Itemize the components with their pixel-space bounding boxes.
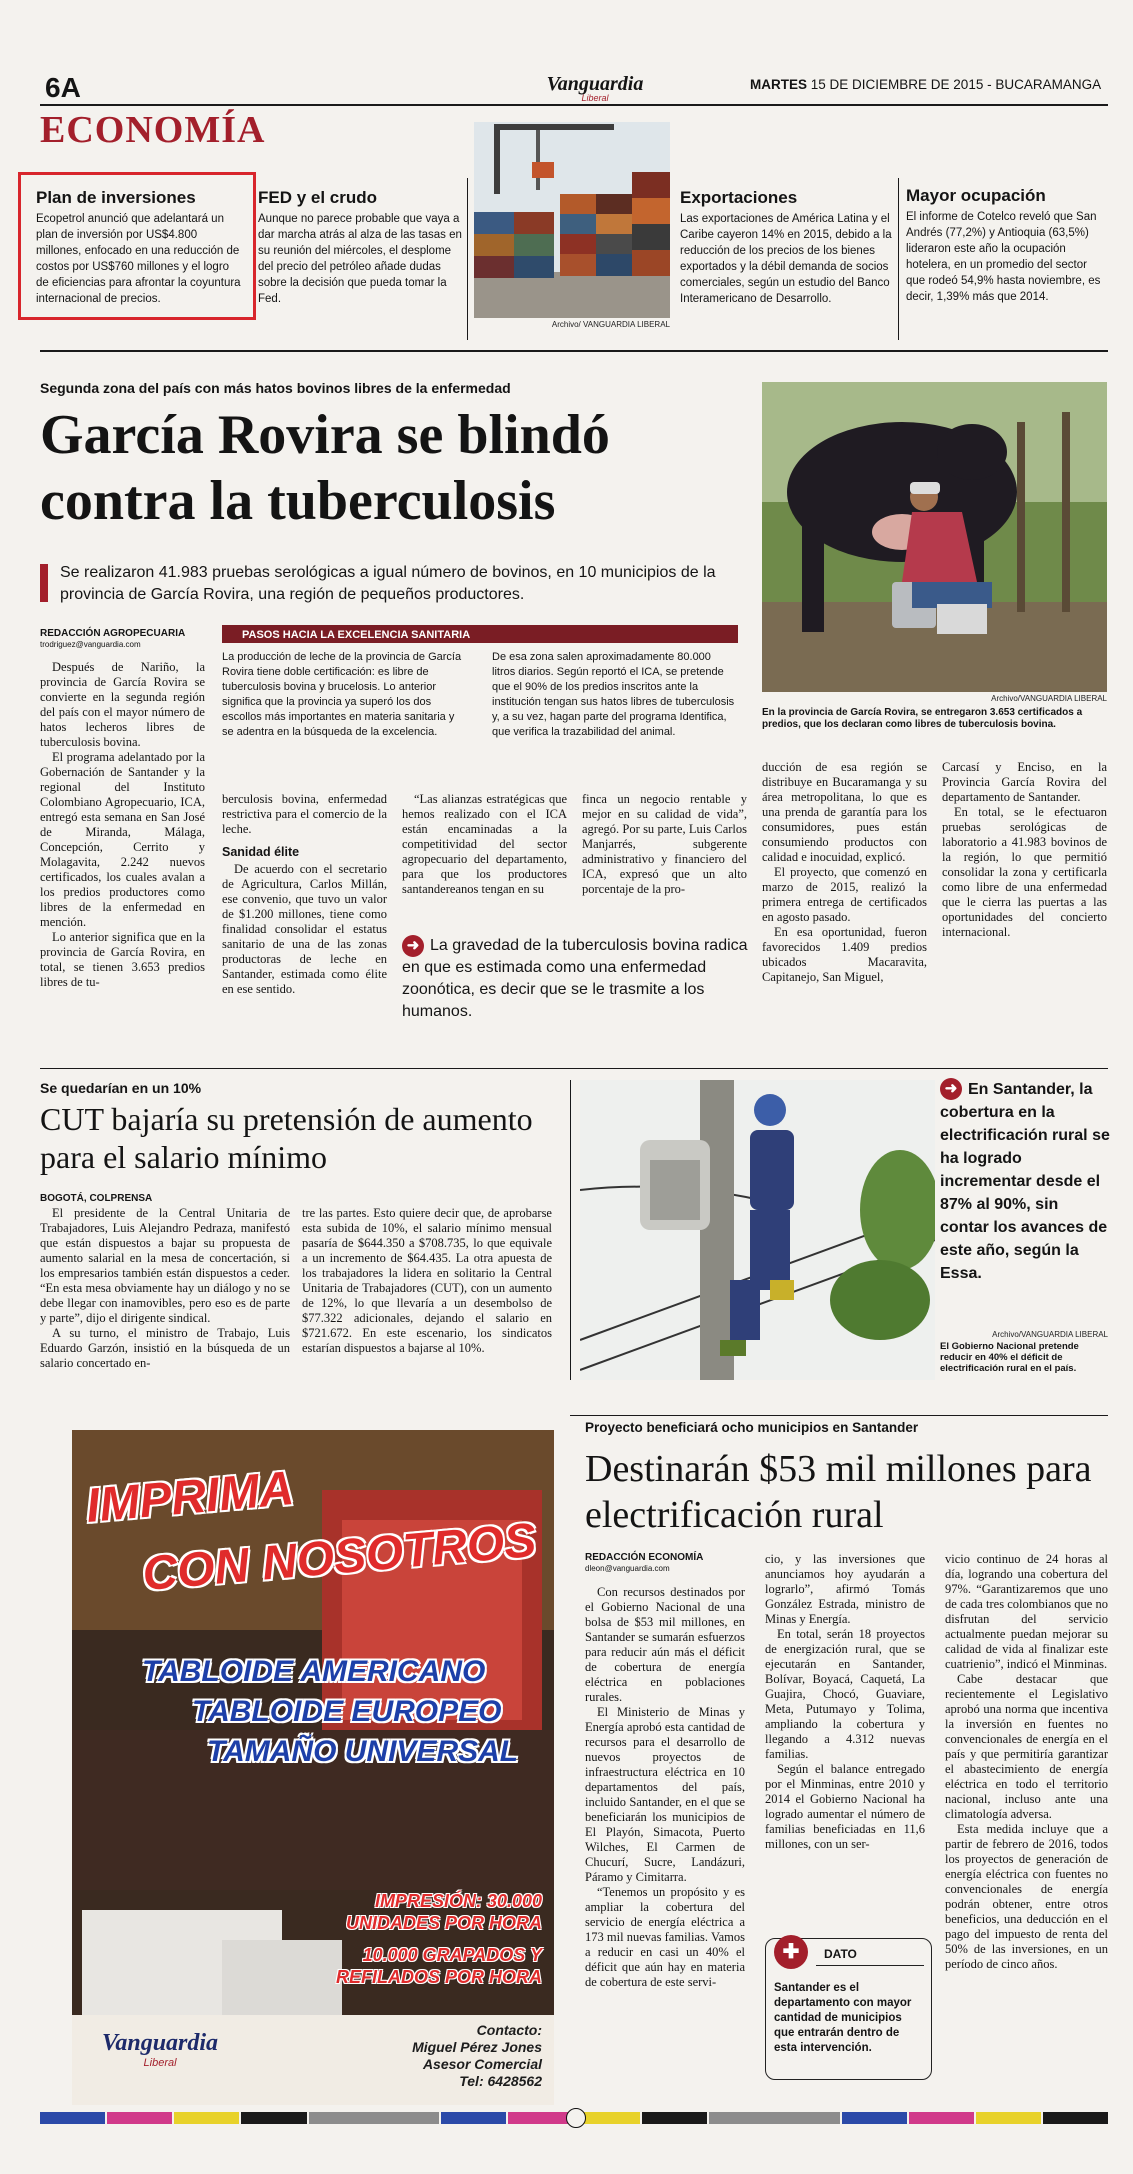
color-swatch [842, 2112, 907, 2124]
story1-sidebar-title: PASOS HACIA LA EXCELENCIA SANITARIA [242, 629, 471, 641]
arrow-right-icon: ➜ [402, 935, 424, 957]
ad-contact-name: Miguel Pérez Jones [412, 2039, 542, 2055]
dato-rule [816, 1965, 924, 1966]
brief-divider [898, 178, 899, 340]
story1-pull-quote [402, 935, 752, 1023]
story1-kicker: Segunda zona del país con más hatos bovinos libres de la enfermedad [40, 380, 511, 396]
story1-column-6 [942, 760, 1107, 940]
story1-column-5 [762, 760, 927, 985]
ad-contact-role: Asesor Comercial [422, 2056, 542, 2072]
color-swatch [441, 2112, 506, 2124]
print-ad [72, 1430, 554, 2105]
header-rule [40, 104, 1108, 106]
story2-paragraph: A su turno, el ministro de Trabajo, Luis Eduardo Garzón, insistió en la búsqueda de un salario concertado en- [40, 1326, 290, 1370]
story3-headline: Destinarán $53 mil millones para electrificación rural [585, 1448, 1092, 1536]
color-swatch [107, 2112, 172, 2124]
containers-photo-art [474, 122, 670, 318]
story1-paragraph: finca un negocio rentable y mejor en su calidad de vida”, agregó. Por su parte, Luis Carlos Manjarrés, subgerente administrativo y financiero del ICA, expresó que un alto porcentaje de la pro- [582, 792, 747, 896]
story1-paragraph: “Las alianzas estratégicas que hemos realizado con el ICA están encaminadas a la competitividad del sector agropecuario del departamento, para que los productores santandereanos tengan en su [402, 792, 567, 896]
color-swatch [1043, 2112, 1108, 2124]
registration-mark-icon [566, 2108, 586, 2128]
story2-bottom-rule [570, 1415, 1108, 1416]
story1-paragraph: El proyecto, que comenzó en marzo de 2015, realizó la primera entrega de certificados en agosto pasado. [762, 865, 927, 924]
color-swatch [976, 2112, 1041, 2124]
issue-date-day: MARTES [750, 77, 807, 92]
masthead-logo-text: Vanguardia [546, 73, 644, 95]
story1-paragraph: Lo anterior significa que en la provincia de García Rovira, en total, se tienen 3.653 predios libres de tu- [40, 930, 205, 989]
dato-icon: ✚ [774, 1935, 808, 1969]
page-number: 6A [45, 72, 81, 103]
story1-subhead: Sanidad élite [222, 845, 300, 859]
story3-kicker: Proyecto beneficiará ocho municipios en Santander [585, 1420, 919, 1435]
story3-byline-name: REDACCIÓN ECONOMÍA [585, 1552, 704, 1563]
story1-column-1 [40, 660, 205, 990]
story3-paragraph: En total, serán 18 proyectos de energización rural, que se ejecutarán en Santander, Bolívar, Boyacá, Caquetá, La Guajira, Chocó, Guaviare, Meta, Putumayo y Tolima, ampliando la cobertura y llegando a 4.312 nuevas familias. [765, 1627, 925, 1761]
brief-text: Aunque no parece probable que vaya a dar marcha atrás al alza de las tasas en su reunión del miércoles, el desplome del precio del petróleo añade dudas sobre la decisión que pueda tomar la Fed. [258, 213, 462, 305]
story3-column-2 [765, 1552, 925, 1852]
masthead-logo-sub: Liberal [581, 93, 609, 103]
story3-paragraph: “Tenemos un propósito y es ampliar la cobertura del servicio de energía eléctrica a 173 mil nuevas familias. Vamos a reducir en casi un 40% el déficit que aún hay en materia de cobertura de este servi- [585, 1885, 745, 1989]
color-swatch [642, 2112, 707, 2124]
story3-paragraph: Cabe destacar que recientemente el Legislativo aprobó una norma que incentiva la inversión en fuentes no convencionales de energía en el país y que permitiría garantizar el abastecimiento de energía eléctrica en todo el territorio nacional, incluso ante una climatología adversa. [945, 1672, 1108, 1821]
color-swatch [309, 2112, 439, 2124]
story2-kicker: Se quedarían en un 10% [40, 1080, 202, 1096]
ad-format-1: TABLOIDE AMERICANO [142, 1655, 486, 1688]
story2-pull-quote [940, 1078, 1110, 1285]
masthead-logo [540, 74, 650, 103]
ad-logo-text: Vanguardia [102, 2030, 219, 2056]
story2-column-2 [302, 1206, 552, 1356]
containers-photo-credit: Archivo/ VANGUARDIA LIBERAL [551, 320, 670, 329]
brief-exportaciones [680, 188, 892, 307]
story1-column-2 [222, 792, 387, 997]
story1-paragraph: berculosis bovina, enfermedad restrictiva para el comercio de la leche. [222, 792, 387, 836]
story1-sidebar-col2: De esa zona salen aproximadamente 80.000 litros diarios. Según reportó el ICA, se pretende que el 90% de los predios inscritos ante la institución tengan sus hatos libres de tuberculosis y, a su vez, hagan parte del programa Identifica, que verifica la trazabilidad del animal. [492, 651, 735, 738]
story1-byline [40, 628, 210, 650]
story1-paragraph: Carcasí y Enciso, en la Provincia García Rovira del departamento de Santander. [942, 760, 1107, 804]
milking-photo-caption: En la provincia de García Rovira, se entregaron 3.653 certificados a predios, que los declaran como libres de tuberculosis bovina. [762, 707, 1083, 730]
story1-headline: García Rovira se blindó contra la tuberculosis [40, 404, 610, 532]
color-swatch [241, 2112, 306, 2124]
ad-capacity-line: UNIDADES POR HORA [345, 1913, 542, 1933]
milking-photo-art [762, 382, 1107, 692]
ad-headline-1: IMPRIMA [84, 1462, 296, 1533]
story3-byline [585, 1552, 703, 1574]
story1-paragraph: De acuerdo con el secretario de Agricultura, Carlos Millán, ese convenio, que tuvo un valor de $1.200 millones, tiene como finalidad consolidar el estatus sanitario de una de las zonas productoras de leche en Santander, estimada como élite en ese sentido. [222, 862, 387, 996]
story3-paragraph: Según el balance entregado por el Minminas, entre 2010 y 2014 el Gobierno Nacional ha logrado aumentar el número de familias beneficiadas en 11,6 millones, con un ser- [765, 1762, 925, 1851]
ad-contact-label: Contacto: [476, 2022, 542, 2038]
color-swatch [174, 2112, 239, 2124]
story2-divider [570, 1080, 571, 1380]
color-swatch [709, 2112, 839, 2124]
issue-date-rest: 15 DE DICIEMBRE DE 2015 - BUCARAMANGA [810, 77, 1102, 92]
story1-paragraph: Después de Nariño, la provincia de García Rovira se convierte en la segunda región del país con el mayor número de hatos lecheros libres de tuberculosis bovina. [40, 660, 205, 749]
electrician-photo-credit: Archivo/VANGUARDIA LIBERAL [992, 1330, 1108, 1339]
briefs-bottom-rule [40, 350, 1108, 352]
story1-paragraph: En total, se le efectuaron pruebas serológicas de laboratorio a 41.983 bovinos de la región, lo que permitió consolidar la zona y certificarla como libre de una enfermedad que le cierra las puertas a las oportunidades del concierto internacional. [942, 805, 1107, 939]
story2-headline: CUT bajaría su pretensión de aumento para el salario mínimo [40, 1101, 533, 1175]
dato-label: DATO [824, 1947, 857, 1961]
brief-title: Exportaciones [680, 188, 798, 207]
color-swatch [909, 2112, 974, 2124]
containers-photo [474, 122, 670, 318]
story2-column-1 [40, 1206, 290, 1371]
story1-column-3 [402, 792, 567, 897]
story1-bottom-rule [40, 1068, 1108, 1069]
section-title: ECONOMÍA [40, 109, 266, 151]
story3-paragraph: vicio continuo de 24 horas al día, logrando una cobertura del 97%. “Garantizaremos que uno de cada tres colombianos que no disfrutan del servicio actualmente puedan mejorar su calidad de vida al finalizar este cuatrienio”, indicó el Minminas. [945, 1552, 1108, 1671]
story1-paragraph: En esa oportunidad, fueron favorecidos 1.409 predios ubicados Macaravita, Capitanejo, San Miguel, [762, 925, 927, 984]
story3-paragraph: El Ministerio de Minas y Energía aprobó esta cantidad de recursos para el desarrollo de nuevos proyectos de infraestructura eléctrica en 10 departamentos del país, incluido Santander, en el que se beneficiarán los municipios de El Playón, Simacota, Puerto Wilches, El Carmen de Chucurí, Sucre, Landázuri, Páramo y Cimitarra. [585, 1705, 745, 1884]
milking-photo-credit: Archivo/VANGUARDIA LIBERAL [991, 694, 1107, 703]
story1-deck-bar [40, 564, 48, 602]
story1-column-4 [582, 792, 747, 897]
story3-paragraph: cio, y las inversiones que anunciamos hoy ayudarán a lograrlo”, afirmó Tomás González Estrada, ministro de Minas y Energía. [765, 1552, 925, 1626]
brief-mayor-ocupacion [906, 186, 1106, 305]
story2-paragraph: tre las partes. Esto quiere decir que, de aprobarse esta subida de 10%, el salario mínimo mensual pasaría de $644.350 a $708.735, lo que equivale a un incremento de $64.435. La otra apuesta de los trabajadores la lidera en solitario la Central Unitaria de Trabajadores (CUT), con un aumento de 12%, lo que llevaría a un desembolso de $77.322 adicionales, dejando el salario en $721.672. En este escenario, los sindicatos estarían dispuestos a bajarse al 10%. [302, 1206, 552, 1355]
story1-sidebar-col1: La producción de leche de la provincia de García Rovira tiene doble certificación: es libre de tuberculosis bovina y brucelosis. Lo anterior significa que la provincia ya superó los dos escollos más importantes en materia sanitaria y se adentra en la búsqueda de la excelencia. [222, 651, 462, 738]
ad-contact-tel: Tel: 6428562 [459, 2073, 542, 2089]
dato-box [765, 1938, 932, 2080]
story1-pull-quote-text: La gravedad de la tuberculosis bovina radica en que es estimada como una enfermedad zoonótica, es decir que se le trasmite a los humanos. [402, 937, 748, 1020]
story1-byline-name: REDACCIÓN AGROPECUARIA [40, 628, 186, 639]
story3-byline-email: dleon@vanguardia.com [585, 1564, 670, 1573]
story3-paragraph: Esta medida incluye que a partir de febrero de 2016, todos los proyectos de generación de energía eléctrica con fuentes no convencionales de energía podrán obtener, entre otros beneficios, una deducción en el pago del impuesto de renta del 50% de las inversiones, en un período de cinco años. [945, 1822, 1108, 1971]
brief-title: Plan de inversiones [36, 188, 196, 207]
ad-capacity [312, 1890, 542, 1988]
ad-capacity-line: 10.000 GRAPADOS Y [362, 1945, 542, 1965]
electrician-photo [580, 1080, 935, 1380]
story1-deck: Se realizaron 41.983 pruebas serológicas a igual número de bovinos, en 10 municipios de la provincia de García Rovira, una región de pequeños productores. [60, 564, 716, 603]
electrician-photo-caption: El Gobierno Nacional pretende reducir en 40% el déficit de electrificación rural en el país. [940, 1341, 1079, 1374]
electrician-photo-art [580, 1080, 935, 1380]
brief-text: Ecopetrol anunció que adelantará un plan de inversión por US$4.800 millones, enfocado en una reducción de costos por US$760 millones y el logro de eficiencias para afrontar la coyuntura internacional de precios. [36, 213, 241, 305]
arrow-right-icon: ➜ [940, 1078, 962, 1100]
milking-photo [762, 382, 1107, 692]
story3-column-1 [585, 1585, 745, 1990]
ad-logo [102, 2030, 218, 2069]
brief-fed-crudo [258, 188, 463, 307]
brief-title: FED y el crudo [258, 188, 378, 207]
story2-pull-quote-text: En Santander, la cobertura en la electrificación rural se ha logrado incrementar desde el 87% al 90%, sin contar los avances de este año, según la Essa. [940, 1081, 1110, 1282]
ad-contact [322, 2022, 542, 2090]
ad-format-3: TAMAÑO UNIVERSAL [207, 1735, 519, 1768]
ad-logo-sub: Liberal [143, 2057, 177, 2069]
brief-title: Mayor ocupación [906, 186, 1046, 205]
story3-column-3 [945, 1552, 1108, 1972]
story3-paragraph: Con recursos destinados por el Gobierno Nacional de una bolsa de $53 mil millones, en Santander se sumarán esfuerzos para reducir aún más el déficit de cobertura de energía eléctrica en poblaciones rurales. [585, 1585, 745, 1704]
ad-capacity-line: REFILADOS POR HORA [335, 1967, 542, 1987]
brief-text: El informe de Cotelco reveló que San Andrés (77,2%) y Antioquia (63,5%) lideraron este año la ocupación hotelera, en un promedio del sector que rodeó 54,9% hasta noviembre, es decir, 1,39% más que 2014. [906, 211, 1101, 303]
story2-paragraph: El presidente de la Central Unitaria de Trabajadores, Luis Alejandro Pedraza, manifestó que están dispuestos a bajar su propuesta de aumento salarial en la mesa de concertación, si los empresarios también están dispuestos a ceder. “En esta mesa obviamente hay un diálogo y no se debe llegar con inamovibles, pero eso es de parte y parte”, dijo el dirigente sindical. [40, 1206, 290, 1325]
ad-capacity-line: IMPRESIÓN: 30.000 [374, 1891, 542, 1911]
color-swatch [40, 2112, 105, 2124]
story1-sidebar-title-bar [222, 625, 738, 643]
issue-date [750, 77, 1101, 92]
story1-paragraph: El programa adelantado por la Gobernación de Santander y la regional del Instituto Colombiano Agropecuario, ICA, entregó esta semana en San José de Miranda, Málaga, Concepción, Cerrito y Molagavita, 2.242 nuevos certificados, los cuales avalan a los predios productores como libres de la enfermedad en mención. [40, 750, 205, 929]
brief-plan-inversiones [36, 188, 241, 307]
ad-headline-2: CON NOSOTROS [140, 1513, 539, 1602]
story1-paragraph: ducción de esa región se distribuye en Bucaramanga y su área metropolitana, lo que es una prenda de garantía para los consumidores, pues están consumiendo productos con calidad e inocuidad, explicó. [762, 760, 927, 864]
ad-format-2: TABLOIDE EUROPEO [192, 1695, 502, 1728]
story2-byline: BOGOTÁ, COLPRENSA [40, 1193, 153, 1204]
story1-byline-email: trodriguez@vanguardia.com [40, 640, 141, 649]
brief-divider [467, 178, 468, 340]
brief-text: Las exportaciones de América Latina y el Caribe cayeron 14% en 2015, debido a la reducción de los precios de los bienes exportados y la débil demanda de socios comerciales, según un estudio del Banco Interamericano de Desarrollo. [680, 213, 892, 305]
dato-text: Santander es el departamento con mayor cantidad de municipios que entrarán dentro de esta intervención. [774, 1982, 912, 2054]
color-swatch [508, 2112, 573, 2124]
